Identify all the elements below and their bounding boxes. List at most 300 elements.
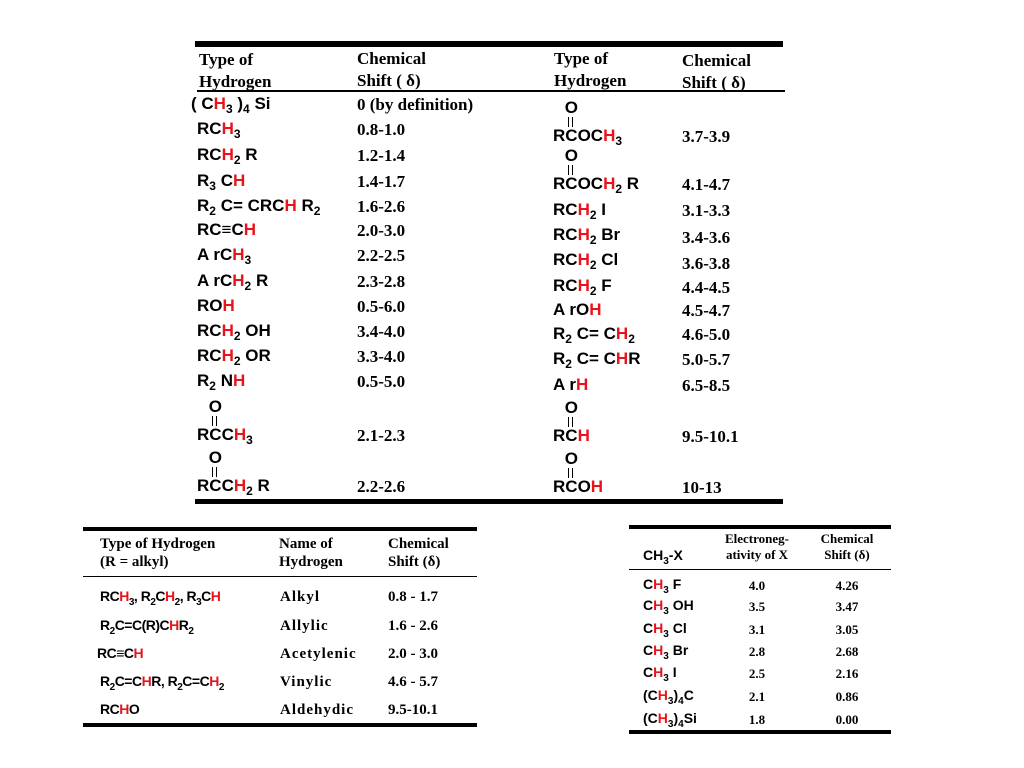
formula-text: A rC [197, 271, 233, 290]
header-line: Hydrogen [554, 71, 627, 90]
electronegativity-cell: 4.0 [748, 578, 766, 593]
subscript: 2 [209, 204, 216, 218]
shift-cell: 0.00 [835, 712, 859, 727]
formula-text: C=C(R)C [114, 617, 170, 633]
formula-text: RC [197, 346, 222, 365]
highlighted-hydrogen: H [232, 371, 246, 390]
formula-text: C [155, 588, 165, 604]
highlighted-hydrogen: H [213, 94, 226, 113]
header-line: Hydrogen [199, 72, 272, 91]
formula-cell [643, 618, 687, 638]
formula-cell [643, 574, 681, 594]
formula-cell [553, 449, 604, 497]
subscript: 2 [188, 626, 194, 637]
formula-text: C [643, 664, 654, 680]
formula-text: RO [197, 296, 223, 315]
formula-cell [553, 398, 590, 446]
shift-cell: 0.5-5.0 [357, 372, 406, 391]
shift-cell: 4.4-4.5 [682, 278, 731, 297]
highlighted-hydrogen: H [169, 617, 179, 633]
formula-text: OH [668, 597, 694, 613]
highlighted-hydrogen: H [615, 324, 629, 343]
subscript: 2 [174, 597, 180, 608]
formula-text: Cl [596, 250, 619, 269]
formula-text: R [553, 126, 566, 145]
highlighted-hydrogen: H [576, 375, 589, 394]
subscript: 2 [233, 354, 241, 368]
highlighted-hydrogen: H [232, 245, 245, 264]
formula-text: C [643, 576, 654, 592]
formula-cell [100, 615, 193, 635]
formula-text: C= C [571, 349, 616, 368]
highlighted-hydrogen: H [577, 225, 590, 244]
subscript: 2 [109, 682, 115, 693]
shift-cell: 6.5-8.5 [682, 376, 731, 395]
shift-cell: 4.6-5.0 [682, 325, 731, 344]
formula-cell [553, 225, 620, 245]
electronegativity-cell: 2.8 [748, 644, 766, 659]
formula-text: C [683, 687, 694, 703]
header-line: Shift (δ) [388, 554, 441, 570]
header-line: ativity of X [725, 547, 789, 562]
subscript: 2 [628, 332, 635, 346]
header-type-of-hydrogen-left [199, 49, 271, 93]
subscript: 2 [313, 204, 321, 218]
shift-cell: 2.3-2.8 [357, 272, 406, 291]
formula-text: R [197, 196, 210, 215]
highlighted-hydrogen: H [577, 276, 590, 295]
formula-text: F [596, 276, 612, 295]
header-line: Chemical [820, 531, 874, 546]
shift-cell: 5.0-5.7 [682, 350, 731, 369]
formula-text: RC [553, 225, 578, 244]
formula-text: R [553, 349, 566, 368]
subscript: 2 [589, 208, 597, 222]
highlighted-hydrogen: H [233, 476, 247, 495]
shift-cell: 9.5-10.1 [682, 427, 739, 446]
subscript: 3 [663, 585, 669, 596]
highlighted-hydrogen: H [210, 588, 221, 604]
subscript: 3 [233, 127, 241, 141]
carbonyl-carbon: O C [208, 448, 223, 495]
subscript: 2 [615, 182, 623, 196]
highlighted-hydrogen: H [284, 196, 297, 215]
formula-text: R [628, 349, 641, 368]
highlighted-hydrogen: H [133, 645, 144, 661]
shift-cell: 9.5-10.1 [388, 702, 438, 718]
formula-text: C [221, 476, 234, 495]
highlighted-hydrogen: H [653, 642, 664, 658]
table3-header-rule [629, 569, 891, 570]
subscript: 3 [246, 433, 253, 447]
subscript: 3 [663, 673, 669, 684]
formula-text: RC≡C [197, 220, 244, 239]
header-line: Shift ( δ) [682, 73, 746, 92]
formula-text: A rC [197, 245, 233, 264]
shift-cell: 4.1-4.7 [682, 175, 731, 194]
highlighted-hydrogen: H [653, 620, 664, 636]
formula-cell [197, 296, 235, 316]
subscript: 4 [243, 102, 250, 116]
formula-text: Br [668, 642, 689, 658]
highlighted-hydrogen: H [653, 576, 664, 592]
formula-cell [197, 145, 258, 165]
subscript: 3 [244, 253, 252, 267]
highlighted-hydrogen: H [590, 477, 604, 496]
carbonyl-carbon: O C [208, 397, 223, 444]
formula-text: RC≡C [97, 645, 134, 661]
header-chemical-shift [820, 531, 900, 563]
name-cell: Aldehydic [280, 702, 355, 718]
table2-top-rule [83, 527, 477, 531]
subscript: 2 [177, 682, 183, 693]
formula-cell [643, 708, 697, 728]
highlighted-hydrogen: H [653, 664, 664, 680]
formula-text: , R [133, 588, 151, 604]
highlighted-hydrogen: H [603, 174, 616, 193]
formula-cell [553, 375, 588, 395]
electronegativity-cell: 2.5 [748, 666, 766, 681]
formula-cell [197, 271, 268, 291]
formula-text: C= C [571, 324, 616, 343]
shift-cell: 1.4-1.7 [357, 172, 406, 191]
formula-text: R [296, 196, 314, 215]
highlighted-hydrogen: H [577, 200, 590, 219]
subscript: 2 [233, 153, 241, 167]
highlighted-hydrogen: H [232, 271, 245, 290]
shift-cell: 2.2-2.5 [357, 246, 406, 265]
shift-cell: 0 (by definition) [357, 95, 474, 114]
formula-text: RC [100, 588, 120, 604]
header-line: Type of [199, 50, 253, 69]
formula-cell [643, 685, 694, 705]
highlighted-hydrogen: H [577, 250, 590, 269]
formula-text: R [197, 171, 210, 190]
formula-text: R [553, 174, 566, 193]
formula-text: R [622, 174, 640, 193]
subscript: 3 [209, 179, 216, 193]
formula-cell [553, 276, 612, 296]
highlighted-hydrogen: H [221, 321, 234, 340]
header-ch3-x [643, 545, 683, 565]
subscript: 4 [678, 719, 684, 730]
subscript: 2 [246, 484, 253, 498]
table2-header-rule [83, 576, 477, 577]
formula-cell [553, 200, 606, 220]
carbonyl-oxygen: O [208, 448, 223, 467]
formula-text: R [251, 271, 269, 290]
shift-cell: 3.7-3.9 [682, 127, 731, 146]
header-line: Chemical [682, 51, 751, 70]
header-line: Shift ( δ) [357, 71, 421, 90]
electronegativity-cell: 3.5 [748, 599, 766, 614]
shift-cell: 3.3-4.0 [357, 347, 406, 366]
subscript: 2 [565, 332, 572, 346]
shift-cell: 0.8-1.0 [357, 120, 406, 139]
electronegativity-cell: 1.8 [748, 712, 766, 727]
name-cell: Acetylenic [280, 646, 357, 662]
table3-bottom-rule [629, 730, 891, 734]
highlighted-hydrogen: H [165, 588, 175, 604]
shift-cell: 1.6-2.6 [357, 197, 406, 216]
formula-cell [197, 171, 245, 191]
formula-cell [553, 250, 618, 270]
subscript: 2 [565, 357, 572, 371]
header-line: Shift (δ) [824, 547, 870, 562]
highlighted-hydrogen: H [119, 588, 129, 604]
formula-text: R [197, 476, 210, 495]
shift-cell: 3.1-3.3 [682, 201, 731, 220]
formula-cell [197, 119, 241, 139]
formula-text: CH [643, 547, 664, 563]
shift-cell: 4.5-4.7 [682, 301, 731, 320]
name-cell: Alkyl [280, 589, 321, 605]
subscript: 2 [109, 626, 115, 637]
formula-text: C [643, 620, 654, 636]
formula-text: R [553, 477, 566, 496]
formula-text: RC [100, 701, 120, 717]
header-chemical-shift-left [357, 48, 426, 92]
formula-text: C=C [182, 673, 210, 689]
formula-text: -X [668, 547, 683, 563]
shift-cell: 2.68 [835, 644, 859, 659]
subscript: 2 [589, 233, 597, 247]
table1-top-rule [195, 41, 783, 47]
header-line: Hydrogen [279, 554, 343, 570]
subscript: 3 [667, 696, 674, 707]
highlighted-hydrogen: H [589, 300, 602, 319]
subscript: 3 [663, 606, 669, 617]
formula-text: R [100, 617, 110, 633]
formula-text: R [197, 371, 210, 390]
header-type-of-hydrogen-right [554, 48, 626, 92]
highlighted-hydrogen: H [141, 673, 152, 689]
formula-text: RC [553, 276, 578, 295]
formula-cell [197, 346, 271, 366]
formula-text: ( C [191, 94, 214, 113]
formula-text: Si [683, 710, 697, 726]
formula-text: OC [577, 174, 604, 193]
shift-cell: 10-13 [682, 478, 722, 497]
formula-cell [100, 699, 139, 719]
double-bond [568, 468, 573, 478]
shift-cell: 3.6-3.8 [682, 254, 731, 273]
formula-cell [553, 324, 635, 344]
carbonyl-oxygen: O [564, 398, 579, 417]
table1-bottom-rule [195, 499, 783, 504]
formula-text: I [596, 200, 606, 219]
formula-cell [643, 640, 688, 660]
formula-text: RC [197, 145, 222, 164]
header-electronegativity [724, 531, 821, 563]
formula-text: RC [553, 250, 578, 269]
highlighted-hydrogen: H [577, 426, 590, 445]
formula-text: OH [240, 321, 271, 340]
highlighted-hydrogen: H [243, 220, 257, 239]
shift-cell: 2.0 - 3.0 [388, 646, 438, 662]
formula-text: R [553, 324, 566, 343]
header-line: Type of Hydrogen [100, 536, 216, 552]
subscript: 3 [615, 134, 623, 148]
shift-cell: 3.05 [835, 622, 859, 637]
formula-text: (C [643, 687, 658, 703]
subscript: 3 [663, 629, 669, 640]
highlighted-hydrogen: H [221, 145, 234, 164]
subscript: 2 [150, 597, 156, 608]
header-line: Type of [554, 49, 608, 68]
highlighted-hydrogen: H [232, 171, 246, 190]
shift-cell: 2.0-3.0 [357, 221, 406, 240]
table3-top-rule [629, 525, 891, 529]
formula-text: (C [643, 710, 658, 726]
double-bond [568, 165, 573, 175]
formula-text: F [668, 576, 682, 592]
shift-cell: 1.6 - 2.6 [388, 618, 438, 634]
subscript: 3 [663, 556, 669, 567]
formula-cell [197, 196, 320, 216]
shift-cell: 3.47 [835, 599, 859, 614]
formula-text: ) [232, 94, 244, 113]
shift-cell: 0.5-6.0 [357, 297, 406, 316]
carbonyl-carbon: O C [564, 98, 579, 145]
name-cell: Vinylic [280, 674, 333, 690]
shift-cell: 4.26 [835, 578, 859, 593]
formula-text: RC [197, 321, 222, 340]
carbonyl-oxygen: O [564, 98, 579, 117]
subscript: 2 [589, 284, 597, 298]
shift-cell: 4.6 - 5.7 [388, 674, 438, 690]
subscript: 4 [678, 696, 684, 707]
double-bond [568, 117, 573, 127]
formula-text: C [643, 642, 654, 658]
formula-cell [553, 146, 640, 196]
subscript: 3 [663, 651, 669, 662]
header-chemical-shift-right [682, 50, 751, 94]
formula-cell [191, 94, 271, 114]
formula-text: C [643, 597, 654, 613]
formula-text: Br [596, 225, 621, 244]
formula-cell [553, 98, 623, 148]
header-name-of-hydrogen [279, 535, 343, 571]
subscript: 2 [209, 379, 216, 393]
subscript: 3 [196, 597, 202, 608]
header-line: Electroneg- [724, 531, 790, 546]
formula-text: R [100, 673, 110, 689]
formula-text: C= CRC [215, 196, 285, 215]
highlighted-hydrogen: H [222, 296, 235, 315]
shift-cell: 0.86 [835, 689, 859, 704]
formula-cell [197, 321, 271, 341]
shift-cell: 0.8 - 1.7 [388, 589, 438, 605]
formula-text: RC [553, 200, 578, 219]
carbonyl-oxygen: O [564, 449, 579, 468]
shift-cell: 3.4-4.0 [357, 322, 406, 341]
formula-text: R, R [151, 673, 178, 689]
table2-bottom-rule [83, 723, 477, 727]
formula-text: O [128, 701, 140, 717]
highlighted-hydrogen: H [657, 710, 668, 726]
highlighted-hydrogen: H [603, 126, 616, 145]
carbonyl-carbon: O C [564, 449, 579, 496]
formula-cell [553, 300, 602, 320]
formula-text: C=C [114, 673, 142, 689]
subscript: 3 [128, 597, 134, 608]
carbonyl-carbon: O C [564, 398, 579, 445]
shift-cell: 2.1-2.3 [357, 426, 406, 445]
highlighted-hydrogen: H [119, 701, 129, 717]
formula-cell [100, 671, 224, 691]
formula-text: C [215, 171, 233, 190]
highlighted-hydrogen: H [233, 425, 247, 444]
subscript: 2 [233, 329, 241, 343]
formula-text: R [178, 617, 189, 633]
formula-cell [643, 595, 694, 615]
header-line: (R = alkyl) [100, 554, 169, 570]
highlighted-hydrogen: H [615, 349, 629, 368]
double-bond [212, 416, 217, 426]
formula-text: OC [577, 126, 604, 145]
header-line: Name of [279, 536, 333, 552]
double-bond [568, 417, 573, 427]
formula-text: I [668, 664, 677, 680]
subscript: 2 [218, 682, 224, 693]
shift-cell: 1.2-1.4 [357, 146, 406, 165]
electronegativity-cell: 2.1 [748, 689, 766, 704]
highlighted-hydrogen: H [221, 119, 234, 138]
carbonyl-oxygen: O [564, 146, 579, 165]
formula-cell [197, 245, 251, 265]
header-line: Chemical [388, 536, 449, 552]
formula-text: A r [553, 375, 576, 394]
formula-cell [97, 643, 143, 663]
formula-text: R [240, 145, 258, 164]
shift-cell: 3.4-3.6 [682, 228, 731, 247]
header-type-of-hydrogen [100, 535, 215, 571]
formula-text: Cl [668, 620, 687, 636]
formula-text: A rO [553, 300, 590, 319]
formula-cell [197, 448, 270, 498]
formula-text: R [197, 425, 210, 444]
electronegativity-cell: 3.1 [748, 622, 766, 637]
highlighted-hydrogen: H [653, 597, 664, 613]
header-line: Chemical [357, 49, 426, 68]
double-bond [212, 467, 217, 477]
formula-text: C [201, 588, 211, 604]
carbonyl-carbon: O C [564, 146, 579, 193]
subscript: 3 [667, 719, 674, 730]
formula-text: OR [240, 346, 271, 365]
formula-cell [197, 220, 256, 240]
highlighted-hydrogen: H [209, 673, 219, 689]
formula-cell [553, 349, 640, 369]
formula-cell [197, 397, 253, 447]
formula-text: R [252, 476, 270, 495]
formula-text: R [553, 426, 566, 445]
formula-cell [100, 586, 220, 606]
formula-text: ) [673, 687, 679, 703]
formula-text: O [577, 477, 591, 496]
highlighted-hydrogen: H [657, 687, 668, 703]
formula-cell [197, 371, 245, 391]
formula-text: Si [249, 94, 271, 113]
subscript: 3 [225, 102, 233, 116]
formula-cell [643, 662, 677, 682]
formula-text: C [221, 425, 234, 444]
header-chemical-shift [388, 535, 449, 571]
carbonyl-oxygen: O [208, 397, 223, 416]
formula-text: RC [197, 119, 222, 138]
formula-text: N [215, 371, 233, 390]
